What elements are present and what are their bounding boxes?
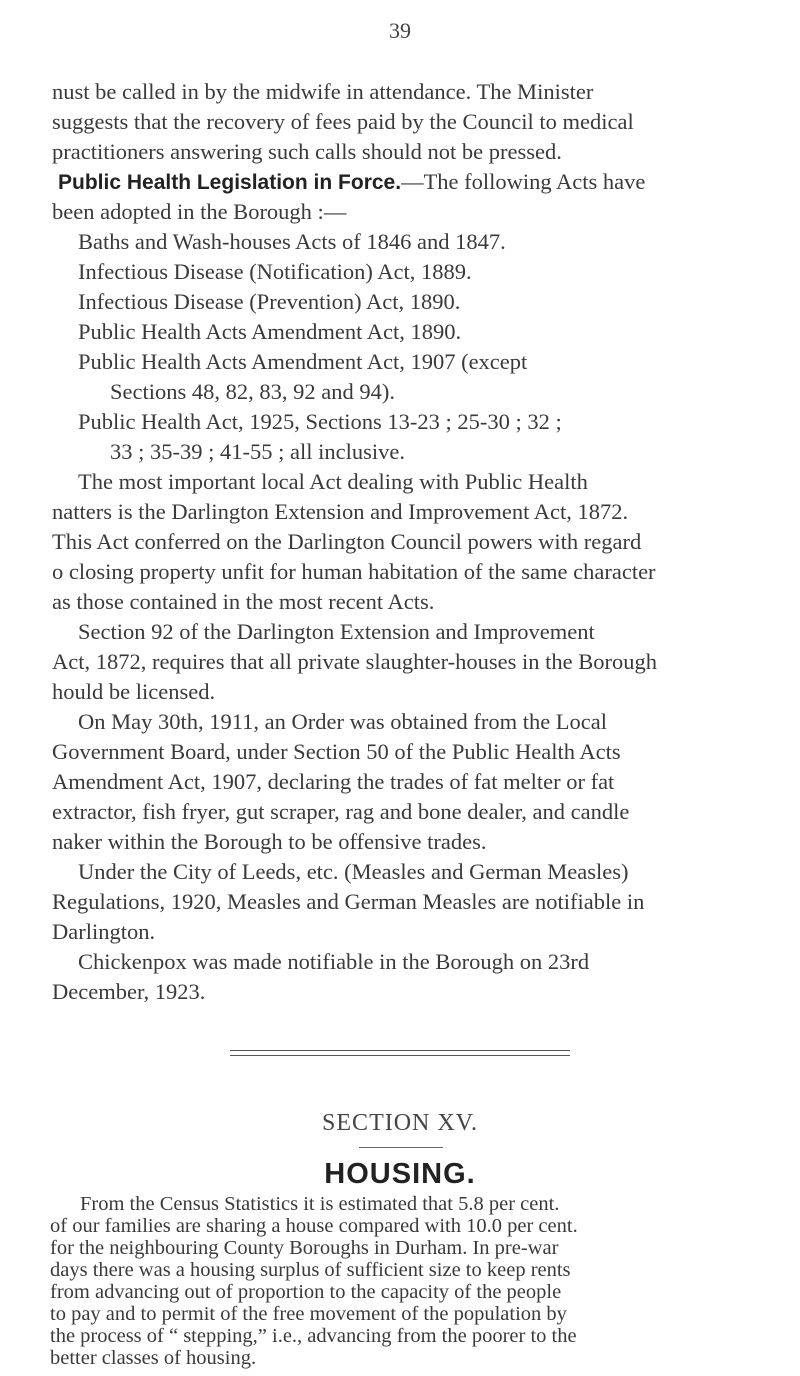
act-item: Infectious Disease (Notification) Act, 1889. <box>78 259 472 284</box>
text-line: Section 92 of the Darlington Extension and Improvement <box>78 619 595 644</box>
section-short-rule <box>359 1147 443 1148</box>
text-line: From the Census Statistics it is estimated that 5.8 per cent. <box>80 1193 560 1215</box>
text-line: The most important local Act dealing with Public Health <box>78 469 588 494</box>
legislation-heading: Public Health Legislation in Force. <box>58 171 402 194</box>
text-line: extractor, fish fryer, gut scraper, rag and bone dealer, and candle <box>52 799 630 824</box>
text-line: naker within the Borough to be offensive trades. <box>52 829 487 854</box>
section-divider-rule <box>230 1055 570 1056</box>
text-line: days there was a housing surplus of sufficient size to keep rents <box>50 1259 571 1281</box>
text-line: to pay and to permit of the free movement of the population by <box>50 1303 567 1325</box>
text-line: of our families are sharing a house compared with 10.0 per cent. <box>50 1215 578 1237</box>
text-line: for the neighbouring County Boroughs in Durham. In pre-war <box>50 1237 559 1259</box>
act-item: Public Health Act, 1925, Sections 13-23 ; 25-30 ; 32 ; <box>78 409 562 434</box>
text-line: December, 1923. <box>52 979 206 1004</box>
text-line: This Act conferred on the Darlington Council powers with regard <box>52 529 642 554</box>
text-line: Regulations, 1920, Measles and German Measles are notifiable in <box>52 889 645 914</box>
text-line: Darlington. <box>52 919 156 944</box>
text-line: as those contained in the most recent Acts. <box>52 589 435 614</box>
act-item: Public Health Acts Amendment Act, 1907 (except <box>78 349 528 374</box>
text-line: Chickenpox was made notifiable in the Borough on 23rd <box>78 949 590 974</box>
text-line: been adopted in the Borough :— <box>52 199 347 224</box>
text-line: On May 30th, 1911, an Order was obtained from the Local <box>78 709 608 734</box>
section-title: SECTION XV. <box>322 1110 478 1136</box>
text-line: practitioners answering such calls should not be pressed. <box>52 139 562 164</box>
text-line: from advancing out of proportion to the capacity of the people <box>50 1281 562 1303</box>
text-line: the process of “ stepping,” i.e., advancing from the poorer to the <box>50 1325 577 1347</box>
text-line: hould be licensed. <box>52 679 216 704</box>
text-line: Act, 1872, requires that all private slaughter-houses in the Borough <box>52 649 658 674</box>
text-line: nust be called in by the midwife in attendance. The Minister <box>52 79 594 104</box>
act-item-continued: Sections 48, 82, 83, 92 and 94). <box>110 379 395 404</box>
text-line: Government Board, under Section 50 of the Public Health Acts <box>52 739 621 764</box>
section-divider-rule <box>230 1050 570 1051</box>
page-number: 39 <box>389 18 411 43</box>
text-line: natters is the Darlington Extension and Improvement Act, 1872. <box>52 499 629 524</box>
act-item: Public Health Acts Amendment Act, 1890. <box>78 319 462 344</box>
act-item-continued: 33 ; 35-39 ; 41-55 ; all inclusive. <box>110 439 405 464</box>
text-line: Under the City of Leeds, etc. (Measles and German Measles) <box>78 859 629 884</box>
text-line: Amendment Act, 1907, declaring the trades of fat melter or fat <box>52 769 615 794</box>
legislation-intro-text: —The following Acts have <box>401 169 646 194</box>
text-line: better classes of housing. <box>50 1347 257 1369</box>
act-item: Infectious Disease (Prevention) Act, 1890. <box>78 289 461 314</box>
legislation-intro-line <box>58 168 645 196</box>
text-line: o closing property unfit for human habitation of the same character <box>52 559 656 584</box>
housing-heading: HOUSING. <box>324 1158 476 1190</box>
act-item: Baths and Wash-houses Acts of 1846 and 1847. <box>78 229 506 254</box>
text-line: suggests that the recovery of fees paid by the Council to medical <box>52 109 634 134</box>
